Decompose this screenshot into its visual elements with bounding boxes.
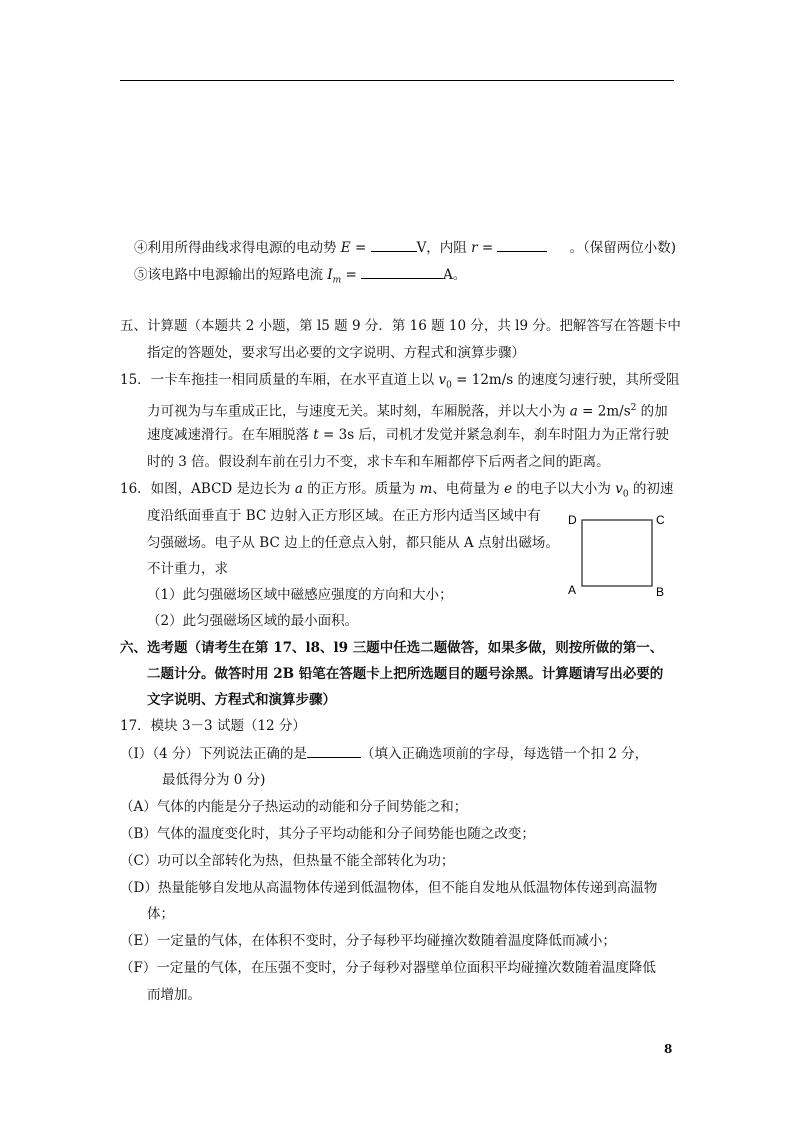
superscript: 2: [630, 403, 637, 413]
answer-blank[interactable]: [307, 743, 361, 758]
text: 。（保留两位小数): [569, 240, 677, 256]
square-outline: [582, 520, 652, 586]
q17-part1-cont: 最低得分为 0 分): [162, 772, 266, 788]
text: 的正方形。质量为: [302, 481, 420, 497]
answer-blank[interactable]: [371, 237, 417, 252]
q17-title: 17．模块 3－3 试题（12 分）: [120, 718, 306, 734]
text: = 2m/s: [577, 403, 631, 420]
header-rule: [120, 80, 674, 81]
label-A: A: [568, 583, 577, 597]
q15-line2: [147, 398, 668, 422]
var-e: e: [504, 481, 513, 497]
q16-line3: 匀强磁场。电子从 BC 边上的任意点入射，都只能从 A 点射出磁场。: [147, 535, 559, 551]
label-B: B: [656, 585, 665, 599]
q14-line5: [134, 264, 466, 291]
q16-line4: 不计重力，求: [147, 561, 228, 577]
q14-line4: [134, 237, 676, 258]
option-e: （E）一定量的气体，在体积不变时，分子每秒平均碰撞次数随着温度降低而减小；: [120, 933, 616, 949]
q15-line4: 时的 3 倍。假设刹车前在引力不变，求卡车和车厢都停下后两者之间的距离。: [147, 454, 610, 470]
label-D: D: [568, 513, 577, 527]
text: = 3s 后，司机才发觉并紧急刹车，刹车时阻力为正常行驶: [318, 427, 669, 443]
var-E: E: [340, 240, 351, 256]
var-a: a: [569, 403, 578, 420]
label-C: C: [656, 513, 665, 527]
q16-line2: 度沿纸面垂直于 BC 边射入正方形区域。在正方形内适当区域中有: [147, 508, 541, 524]
text: （Ⅰ）（4 分）下列说法正确的是: [120, 746, 307, 762]
page-number: 8: [664, 1042, 673, 1056]
section6-heading: 六、选考题（请考生在第 17、l8、l9 三题中任选二题做答，如果多做，则按所做的第一、: [120, 640, 664, 656]
subscript: m: [332, 275, 342, 286]
var-v: v: [438, 372, 447, 388]
q16-part1: （1）此匀强磁场区域中磁感应强度的方向和大小；: [147, 587, 453, 603]
text: ④利用所得曲线求得电源的电动势: [134, 240, 341, 256]
text: 力可视为与车重成正比，与速度无关。某时刻，车厢脱落，并以大小为: [147, 403, 570, 420]
option-d-cont: 体；: [147, 906, 174, 922]
answer-blank[interactable]: [497, 237, 547, 252]
option-f-cont: 而增加。: [147, 987, 201, 1003]
q16-part2: （2）此匀强磁场区域的最小面积。: [147, 613, 359, 629]
subscript: 0: [622, 489, 629, 500]
text: ⑤该电路中电源输出的短路电流: [134, 267, 328, 283]
text: 、电荷量为: [432, 481, 505, 497]
text: 速度减速滑行。在车厢脱落: [147, 427, 314, 443]
section6-heading-cont2: 文字说明、方程式和演算步骤）: [147, 692, 336, 708]
var-v: v: [615, 481, 623, 497]
text: =: [350, 240, 371, 256]
text: 的初速: [628, 481, 674, 497]
text: 15．一卡车拖挂一相同质量的车厢，在水平直道上以: [120, 372, 439, 388]
option-a: （A）气体的内能是分子热运动的动能和分子间势能之和；: [120, 799, 468, 815]
square-abcd-figure: [560, 508, 678, 604]
option-d: （D）热量能够自发地从高温物体传递到低温物体，但不能自发地从低温物体传递到高温物: [120, 880, 658, 896]
text: 的加: [636, 403, 668, 420]
var-m: m: [419, 481, 433, 497]
var-r: r: [471, 240, 478, 256]
var-t: t: [313, 427, 319, 443]
q15-line3: [147, 425, 669, 445]
option-c: （C）功可以全部转化为热，但热量不能全部转化为功；: [120, 853, 455, 869]
text: V，内阻: [416, 240, 472, 256]
text: 16．如图，ABCD 是边长为: [120, 481, 295, 497]
var-a: a: [294, 481, 303, 497]
section6-heading-cont1: 二题计分。做答时用 2B 铅笔在答题卡上把所选题目的题号涂黑。计算题请写出必要的: [147, 666, 664, 682]
subscript: 0: [446, 380, 452, 391]
option-b: （B）气体的温度变化时，其分子平均动能和分子间势能也随之改变；: [120, 826, 535, 842]
text: （填入正确选项前的字母，每选错一个扣 2 分，: [360, 746, 649, 762]
q16-line1: [120, 479, 673, 505]
text: 的电子以大小为: [512, 481, 616, 497]
text: A。: [443, 267, 467, 283]
section5-heading: 五、计算题（本题共 2 小题，第 l5 题 9 分．第 16 题 10 分，共 l9 分。把解答写在答题卡中: [120, 318, 681, 334]
q15-line1: [120, 370, 680, 396]
var-I: I: [327, 267, 333, 283]
answer-blank[interactable]: [361, 264, 443, 279]
text: =: [477, 240, 498, 256]
option-f: （F）一定量的气体，在压强不变时，分子每秒对器壁单位面积平均碰撞次数随着温度降低: [120, 960, 656, 976]
q17-part1: [120, 743, 648, 764]
text: =: [341, 267, 362, 283]
section5-heading-cont: 指定的答题处，要求写出必要的文字说明、方程式和演算步骤）: [147, 345, 525, 361]
text: = 12m/s 的速度匀速行驶，其所受阻: [451, 372, 680, 388]
